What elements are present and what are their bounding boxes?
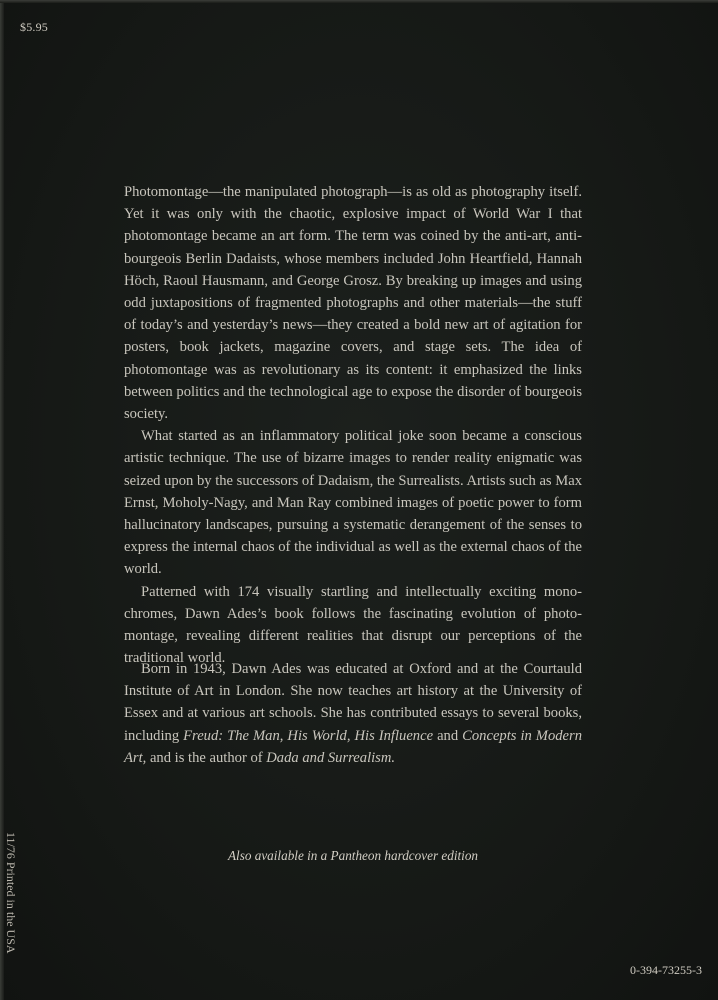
price-label: $5.95: [20, 20, 48, 34]
bio-text-lead: Born in 1943, Dawn Ades was educated at Oxford and at the Courtauld Institute of Art in London. She now teaches art history at the University of Essex and at various art schools. She has contributed essays to several books, including: [124, 661, 582, 744]
hardcover-note: Also available in a Pantheon hardcover edition: [227, 848, 479, 863]
cover-top-edge: [0, 0, 718, 3]
book-title-dada: Dada and Surrealism.: [266, 749, 396, 766]
book-title-freud: Freud: The Man, His World, His Influence: [183, 727, 434, 744]
bio-text-and: and: [433, 727, 463, 744]
print-date-note: 11/76 Printed in the USA: [4, 832, 18, 954]
description-text: [124, 181, 582, 669]
description-paragraph-3: Patterned with 174 visually startling and intellectually exciting monochromes, Dawn Ades’s book follows the fascinating evolution of photomontage, revealing different realities that disrupt our perceptions of the traditional world.: [124, 583, 582, 667]
description-paragraph-2: What started as an inflammatory political joke soon became a conscious artistic technique. The use of bizarre images to render reality enigmatic was seized upon by the successors of Dadaism, the Surrealists. Artists such as Max Ernst, Moholy-Nagy, and Man Ray combined images of poetic power to form hallucinatory landscapes, pursuing a systematic derangement of the senses to express the internal chaos of the individual as well as the external chaos of the world.: [124, 428, 582, 578]
book-title-concepts: Concepts in Modern Art,: [124, 727, 583, 766]
author-bio-paragraph: [124, 658, 582, 769]
bio-text-author-of: and is the author of: [146, 749, 267, 766]
description-paragraph-1: Photomontage—the manipulated photograph—is as old as photography itself. Yet it was only with the chaotic, explosive impact of World War I that photomontage became an art form. The term was coined by the anti-art, anti-bourgeois Berlin Dadaists, whose members included John Heartfield, Hannah Höch, Raoul Hausmann, and George Grosz. By breaking up images and using odd juxtapositions of fragmented photographs and other materials—the stuff of today’s and yesterday’s news—they created a bold new art of agitation for posters, book jackets, magazine covers, and stage sets. The idea of photomontage was as revolutionary as its content: it emphasized the links between politics and the technological age to expose the disorder of bourgeois society.: [124, 184, 582, 423]
author-bio: [124, 658, 582, 769]
isbn-number: 0-394-73255-3: [630, 963, 702, 977]
